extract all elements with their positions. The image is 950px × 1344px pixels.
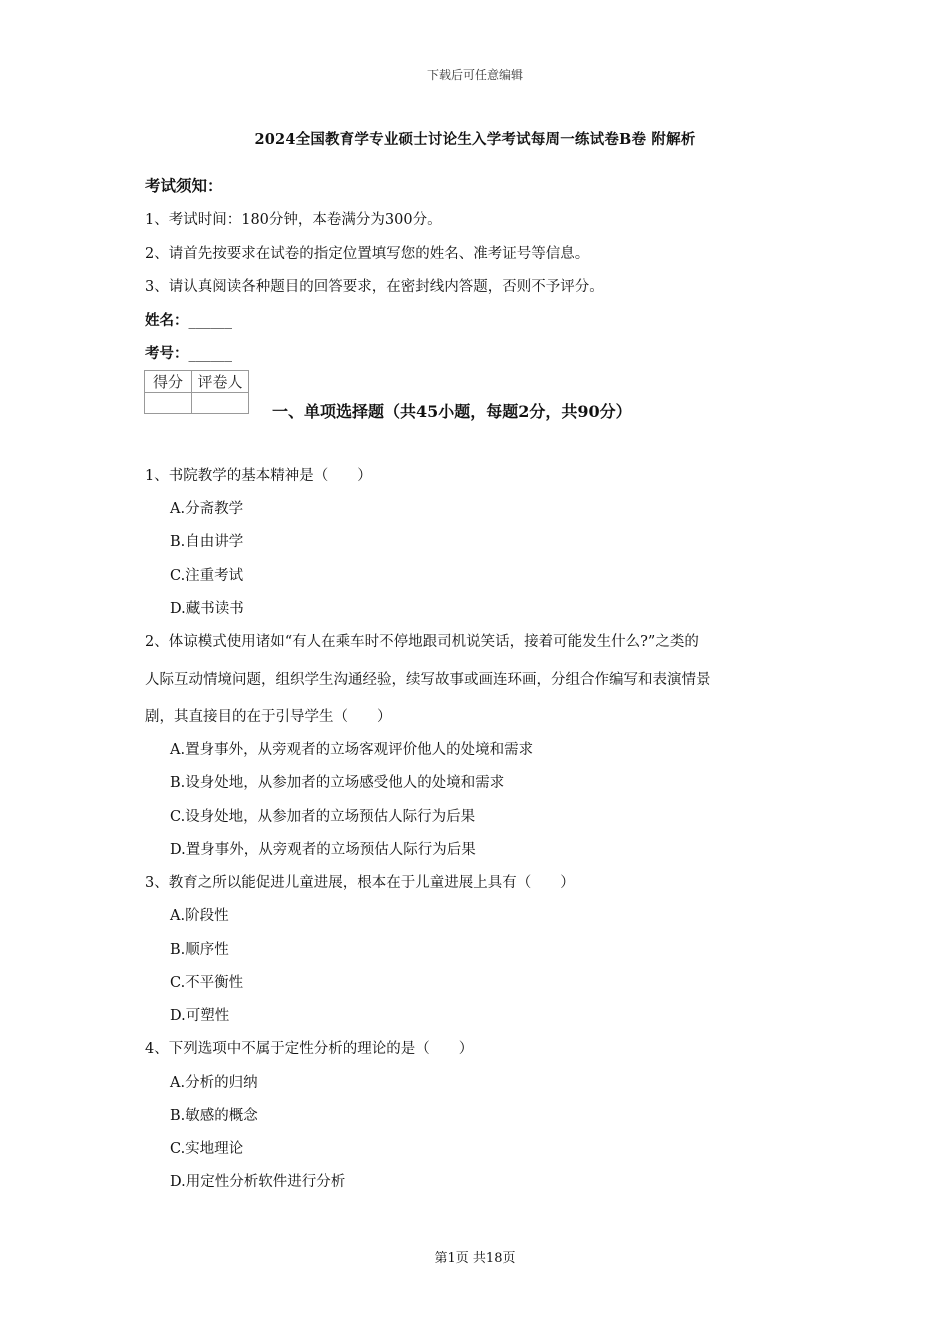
question-4-stem: 4、下列选项中不属于定性分析的理论的是（ ） — [145, 1041, 474, 1057]
name-field — [145, 309, 232, 330]
section-title: 一、单项选择题（共45小题，每题2分，共90分） — [272, 402, 632, 421]
name-label: 姓名： — [145, 312, 189, 329]
grader-cell — [192, 393, 249, 414]
question-4-option-d: D.用定性分析软件进行分析 — [170, 1174, 346, 1190]
question-3-option-a: A.阶段性 — [170, 908, 229, 924]
page-footer: 第1页 共18页 — [434, 1251, 516, 1266]
question-4-option-a: A.分析的归纳 — [170, 1075, 258, 1091]
header-note: 下载后可任意编辑 — [426, 68, 523, 82]
question-2-stem-line: 剧，其直接目的在于引导学生（ ） — [145, 709, 392, 725]
question-1-option-c: C.注重考试 — [170, 568, 244, 584]
question-3-stem: 3、教育之所以能促进儿童进展，根本在于儿童进展上具有（ ） — [145, 875, 575, 891]
exam-id-blank: ______ — [188, 346, 232, 362]
exam-id-label: 考号： — [145, 345, 189, 362]
question-2-option-b: B.设身处地，从参加者的立场感受他人的处境和需求 — [170, 775, 505, 791]
notice-heading: 考试须知： — [145, 176, 223, 195]
question-3-option-d: D.可塑性 — [170, 1008, 230, 1024]
question-1-option-b: B.自由讲学 — [170, 534, 244, 550]
question-1-option-a: A.分斋教学 — [170, 501, 244, 517]
score-header: 得分 — [145, 371, 192, 393]
grader-header: 评卷人 — [192, 371, 249, 393]
question-2-option-c: C.设身处地，从参加者的立场预估人际行为后果 — [170, 809, 476, 825]
question-1-option-d: D.藏书读书 — [170, 601, 244, 617]
question-4-option-b: B.敏感的概念 — [170, 1108, 258, 1124]
notice-item: 3、请认真阅读各种题目的回答要求，在密封线内答题，否则不予评分。 — [145, 279, 604, 295]
question-1-stem: 1、书院教学的基本精神是（ ） — [145, 468, 372, 484]
exam-id-field — [145, 342, 232, 363]
notice-item: 2、请首先按要求在试卷的指定位置填写您的姓名、准考证号等信息。 — [145, 246, 590, 262]
question-2-option-d: D.置身事外，从旁观者的立场预估人际行为后果 — [170, 842, 476, 858]
question-3-option-c: C.不平衡性 — [170, 975, 244, 991]
notice-item: 1、考试时间：180分钟，本卷满分为300分。 — [145, 212, 442, 228]
document-title: 2024全国教育学专业硕士讨论生入学考试每周一练试卷B卷 附解析 — [254, 131, 696, 148]
question-2-stem-line: 人际互动情境问题，组织学生沟通经验，续写故事或画连环画，分组合作编写和表演情景 — [145, 672, 711, 688]
score-cell — [145, 393, 192, 414]
question-2-stem-line: 2、体谅模式使用诸如“有人在乘车时不停地跟司机说笑话，接着可能发生什么?”之类的 — [145, 634, 699, 650]
question-3-option-b: B.顺序性 — [170, 942, 229, 958]
question-2-option-a: A.置身事外，从旁观者的立场客观评价他人的处境和需求 — [170, 742, 534, 758]
name-blank: ______ — [188, 313, 232, 329]
score-table — [144, 370, 249, 414]
question-4-option-c: C.实地理论 — [170, 1141, 244, 1157]
